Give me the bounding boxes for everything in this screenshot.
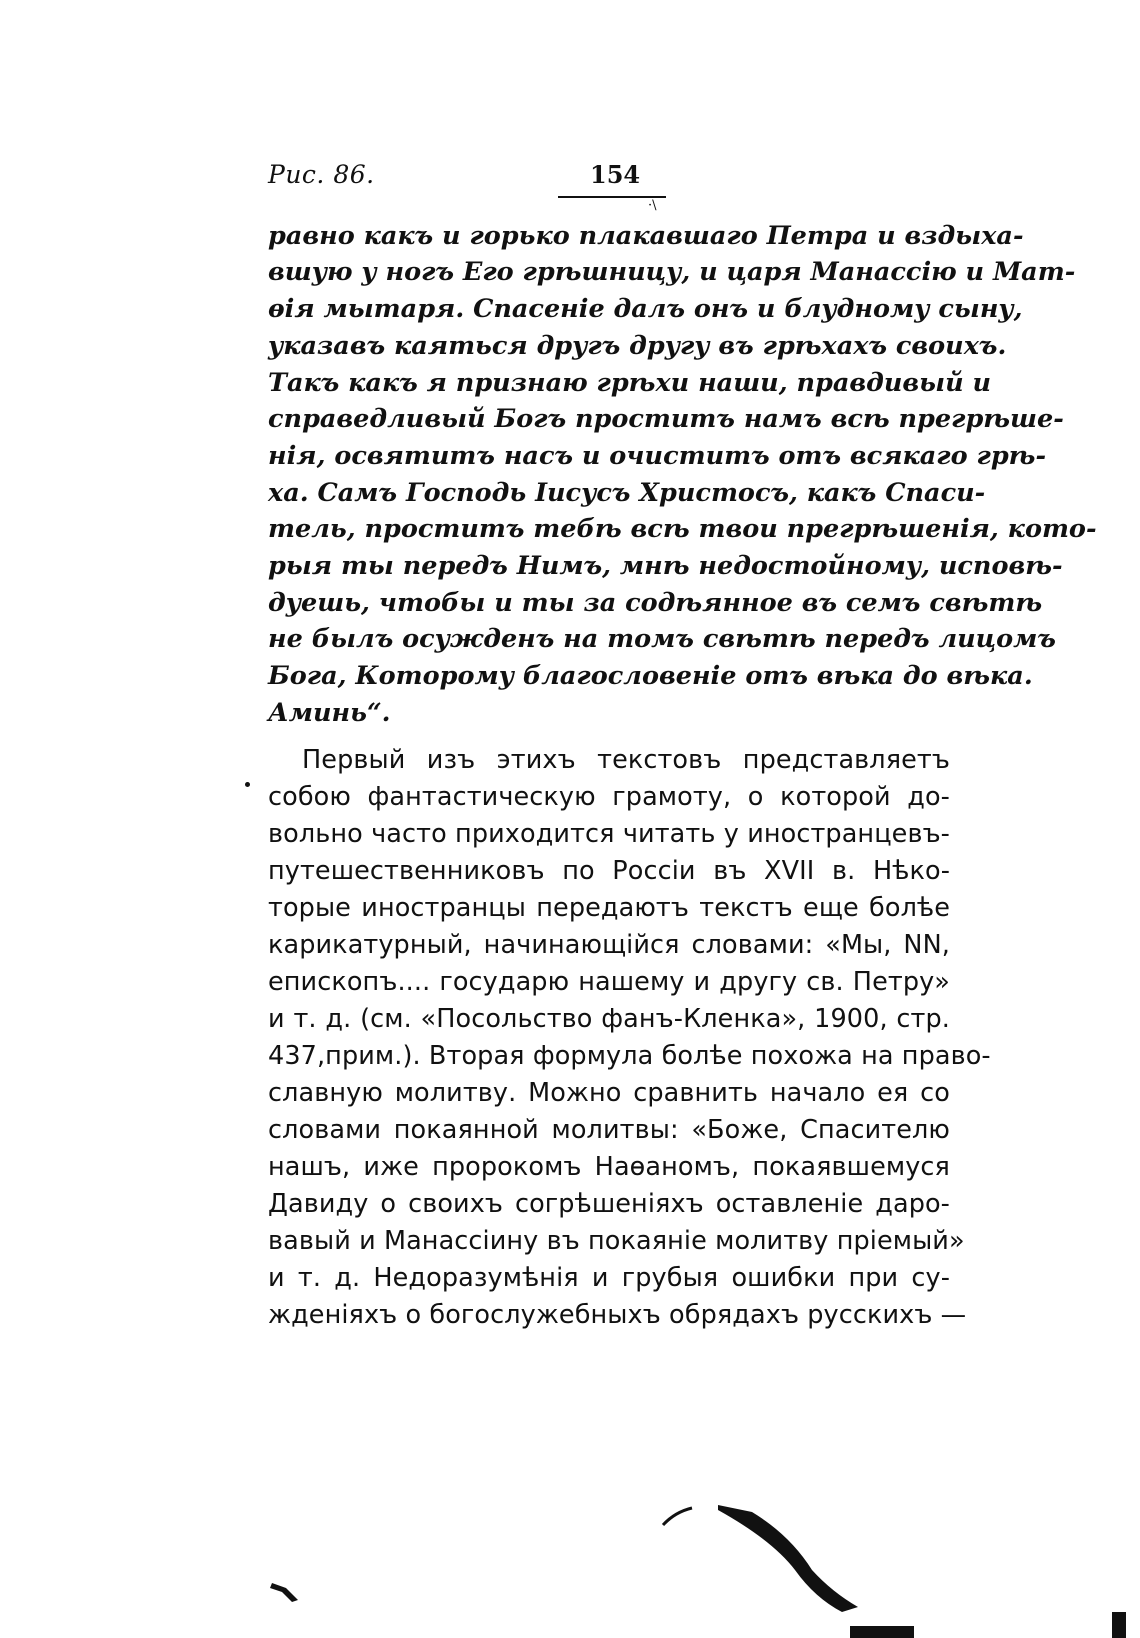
scan-stroke-large — [718, 1505, 858, 1612]
scan-stroke-small — [663, 1508, 692, 1525]
scan-edge-bar — [1112, 1612, 1126, 1638]
quote-line: ѳія мытаря. Спасеніе далъ онъ и блудному сыну, — [268, 294, 1023, 324]
paragraph-line: словами покаянной молитвы: «Боже, Спасителю — [268, 1115, 950, 1145]
paragraph-line: нашъ, иже пророкомъ Наѳаномъ, покаявшемуся — [268, 1152, 950, 1182]
paragraph-line: 437,прим.). Вторая формула болѣе похожа на право- — [268, 1041, 991, 1071]
paragraph-line: вольно часто приходится читать у иностранцевъ- — [268, 819, 950, 849]
paragraph-line: карикатурный, начинающійся словами: «Мы, NN, — [268, 930, 950, 960]
quote-line: вшую у ногъ Его грѣшницу, и царя Манассію и Мат- — [268, 257, 1076, 287]
paragraph-line: Давиду о своихъ согрѣшеніяхъ оставленіе даро- — [268, 1189, 950, 1219]
quote-line: тель, проститъ тебѣ всѣ твои прегрѣшенія, кото- — [268, 514, 1097, 544]
paragraph-line: торые иностранцы передаютъ текстъ еще болѣе — [268, 893, 950, 923]
scan-stroke-left — [270, 1583, 298, 1602]
scan-edge-block — [850, 1626, 914, 1638]
paragraph-line: и т. д. Недоразумѣнія и грубыя ошибки при су- — [268, 1263, 950, 1293]
quote-line: нія, освятитъ насъ и очиститъ отъ всякаго грѣ- — [268, 441, 1047, 471]
quote-line: ха. Самъ Господь Іисусъ Христосъ, какъ Спаси- — [268, 478, 986, 508]
quote-line: Бога, Которому благословеніе отъ вѣка до вѣка. — [268, 661, 1033, 691]
quote-line: Такъ какъ я признаю грѣхи наши, правдивый и — [268, 368, 992, 398]
figure-label: Рис. 86. — [268, 160, 375, 189]
paragraph-line: Первый изъ этихъ текстовъ представляетъ — [302, 745, 950, 775]
quote-line: рыя ты передъ Нимъ, мнѣ недостойному, исповѣ- — [268, 551, 1063, 581]
quote-line: не былъ осужденъ на томъ свѣтѣ передъ лицомъ — [268, 624, 1056, 654]
paragraph-line: собою фантастическую грамоту, о которой до- — [268, 782, 950, 812]
quote-line: справедливый Богъ проститъ намъ всѣ прегрѣше- — [268, 404, 1064, 434]
quote-line: указавъ каяться другъ другу въ грѣхахъ своихъ. — [268, 331, 1007, 361]
paragraph-line: епископъ.... государю нашему и другу св. Петру» — [268, 967, 950, 997]
quote-line: равно какъ и горько плакавшаго Петра и вздыха- — [268, 221, 1024, 251]
quote-line: Аминь“. — [268, 698, 391, 728]
paragraph-line: вавый и Манассіину въ покаяніе молитву пріемый» — [268, 1226, 965, 1256]
paragraph-line: путешественниковъ по Россіи въ XVII в. Нѣко- — [268, 856, 950, 886]
page-number: 154 — [590, 160, 641, 189]
paragraph-line: жденіяхъ о богослужебныхъ обрядахъ русскихъ — — [268, 1300, 967, 1330]
paragraph-line: и т. д. (см. «Посольство фанъ-Кленка», 1900, стр. — [268, 1004, 950, 1034]
quote-line: дуешь, чтобы и ты за содѣянное въ семъ свѣтѣ — [268, 588, 1043, 618]
paragraph-line: славную молитву. Можно сравнить начало ея со — [268, 1078, 950, 1108]
header-mark: ·\ — [648, 198, 657, 213]
